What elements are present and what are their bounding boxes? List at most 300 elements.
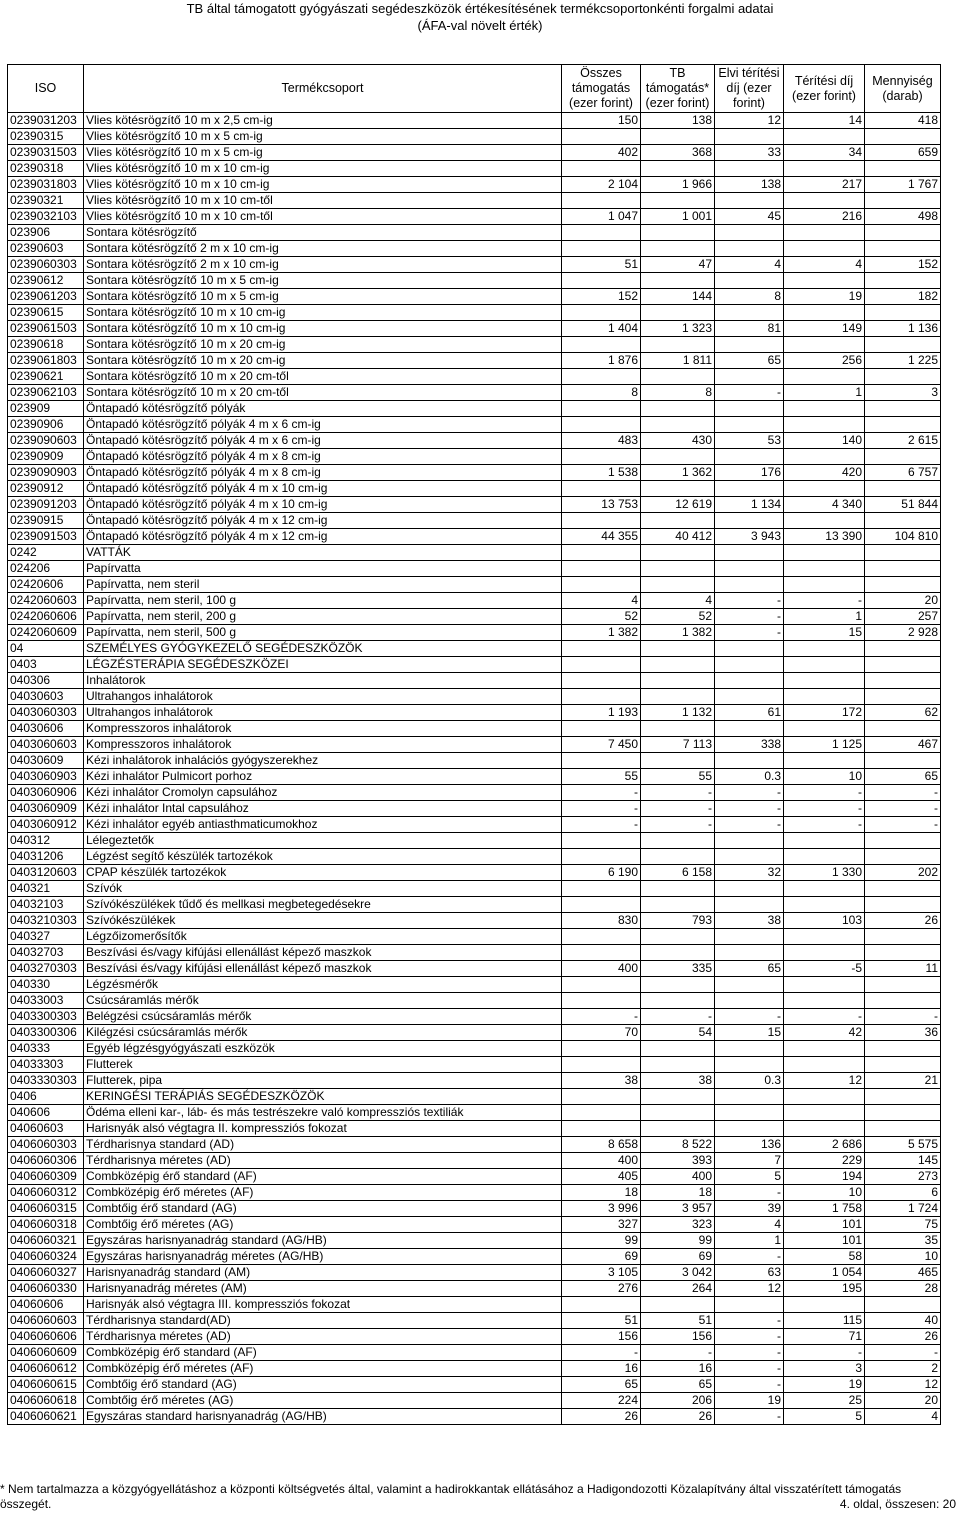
total-support-cell: 1 193 xyxy=(562,705,641,721)
fee-cell xyxy=(784,1089,865,1105)
page-number: 4. oldal, összesen: 20 xyxy=(839,1497,956,1511)
table-row xyxy=(8,305,941,321)
table-row xyxy=(8,673,941,689)
fee-cell xyxy=(784,481,865,497)
total-support-cell: 8 xyxy=(562,385,641,401)
total-support-cell: 276 xyxy=(562,1281,641,1297)
product-group-cell: Vlies kötésrögzítő 10 m x 5 cm-ig xyxy=(84,129,562,145)
total-support-cell: 44 355 xyxy=(562,529,641,545)
nominal-fee-cell: 53 xyxy=(715,433,784,449)
total-support-cell xyxy=(562,369,641,385)
tb-support-cell xyxy=(641,561,715,577)
total-support-cell xyxy=(562,193,641,209)
product-group-cell: Combközépig érő standard (AF) xyxy=(84,1169,562,1185)
iso-code-cell: 02390915 xyxy=(8,513,84,529)
iso-code-cell: 0239061203 xyxy=(8,289,84,305)
fee-cell: 19 xyxy=(784,1377,865,1393)
iso-code-cell: 023909 xyxy=(8,401,84,417)
quantity-cell: 1 225 xyxy=(865,353,941,369)
fee-cell xyxy=(784,833,865,849)
nominal-fee-cell: - xyxy=(715,801,784,817)
total-support-cell: 52 xyxy=(562,609,641,625)
total-support-cell xyxy=(562,225,641,241)
product-group-cell: Kézi inhalátor egyéb antiasthmaticumokhoz xyxy=(84,817,562,833)
fee-cell xyxy=(784,721,865,737)
tb-support-cell xyxy=(641,897,715,913)
table-row xyxy=(8,1089,941,1105)
quantity-cell: 659 xyxy=(865,145,941,161)
iso-code-cell: 0403 xyxy=(8,657,84,673)
iso-code-cell: 0403210303 xyxy=(8,913,84,929)
tb-support-cell: 138 xyxy=(641,113,715,129)
nominal-fee-cell xyxy=(715,753,784,769)
iso-code-cell: 0403060903 xyxy=(8,769,84,785)
table-row xyxy=(8,1313,941,1329)
quantity-cell xyxy=(865,337,941,353)
fee-cell xyxy=(784,1297,865,1313)
table-row xyxy=(8,1265,941,1281)
tb-support-cell: 1 001 xyxy=(641,209,715,225)
nominal-fee-cell: 136 xyxy=(715,1137,784,1153)
quantity-cell: 20 xyxy=(865,593,941,609)
fee-cell xyxy=(784,561,865,577)
nominal-fee-cell: - xyxy=(715,1185,784,1201)
iso-code-cell: 0403060303 xyxy=(8,705,84,721)
iso-code-cell: 040321 xyxy=(8,881,84,897)
product-group-cell: Kompresszoros inhalátorok xyxy=(84,737,562,753)
nominal-fee-cell: 39 xyxy=(715,1201,784,1217)
product-group-cell: Vlies kötésrögzítő 10 m x 2,5 cm-ig xyxy=(84,113,562,129)
fee-cell xyxy=(784,977,865,993)
table-row xyxy=(8,337,941,353)
fee-cell: 217 xyxy=(784,177,865,193)
product-group-cell: Sontara kötésrögzítő 10 m x 10 cm-ig xyxy=(84,321,562,337)
iso-code-cell: 040606 xyxy=(8,1105,84,1121)
iso-code-cell: 0406060612 xyxy=(8,1361,84,1377)
iso-code-cell: 02390315 xyxy=(8,129,84,145)
iso-code-cell: 0239031803 xyxy=(8,177,84,193)
table-row xyxy=(8,353,941,369)
iso-code-cell: 040306 xyxy=(8,673,84,689)
product-group-cell: Szívókészülékek xyxy=(84,913,562,929)
nominal-fee-cell xyxy=(715,305,784,321)
iso-code-cell: 0403120603 xyxy=(8,865,84,881)
column-header: Mennyiség (darab) xyxy=(865,65,941,113)
nominal-fee-cell xyxy=(715,449,784,465)
total-support-cell: 483 xyxy=(562,433,641,449)
product-group-cell: Sontara kötésrögzítő 2 m x 10 cm-ig xyxy=(84,241,562,257)
fee-cell: 71 xyxy=(784,1329,865,1345)
nominal-fee-cell: - xyxy=(715,1329,784,1345)
tb-support-cell xyxy=(641,513,715,529)
iso-code-cell: 0406060603 xyxy=(8,1313,84,1329)
quantity-cell: 26 xyxy=(865,1329,941,1345)
iso-code-cell: 0242060603 xyxy=(8,593,84,609)
product-group-cell: Légzést segítő készülék tartozékok xyxy=(84,849,562,865)
tb-support-cell: 65 xyxy=(641,1377,715,1393)
total-support-cell xyxy=(562,977,641,993)
fee-cell xyxy=(784,129,865,145)
fee-cell: 19 xyxy=(784,289,865,305)
column-header: Elvi térítési díj (ezer forint) xyxy=(715,65,784,113)
nominal-fee-cell: 32 xyxy=(715,865,784,881)
total-support-cell: 69 xyxy=(562,1249,641,1265)
product-group-cell: Kézi inhalátorok inhalációs gyógyszerekhez xyxy=(84,753,562,769)
tb-support-cell xyxy=(641,225,715,241)
iso-code-cell: 0239091203 xyxy=(8,497,84,513)
product-group-cell: Sontara kötésrögzítő 2 m x 10 cm-ig xyxy=(84,257,562,273)
nominal-fee-cell: 38 xyxy=(715,913,784,929)
tb-support-cell xyxy=(641,833,715,849)
total-support-cell: 1 404 xyxy=(562,321,641,337)
product-group-cell: Öntapadó kötésrögzítő pólyák 4 m x 10 cm-ig xyxy=(84,497,562,513)
iso-code-cell: 0239062103 xyxy=(8,385,84,401)
quantity-cell: - xyxy=(865,801,941,817)
nominal-fee-cell: 15 xyxy=(715,1025,784,1041)
table-row xyxy=(8,817,941,833)
product-group-cell: Belégzési csúcsáramlás mérők xyxy=(84,1009,562,1025)
table-row xyxy=(8,241,941,257)
quantity-cell xyxy=(865,945,941,961)
nominal-fee-cell xyxy=(715,225,784,241)
total-support-cell: 3 105 xyxy=(562,1265,641,1281)
table-row xyxy=(8,1393,941,1409)
iso-code-cell: 040330 xyxy=(8,977,84,993)
tb-support-cell xyxy=(641,401,715,417)
table-row xyxy=(8,289,941,305)
table-row xyxy=(8,721,941,737)
iso-code-cell: 02390615 xyxy=(8,305,84,321)
total-support-cell xyxy=(562,689,641,705)
table-row xyxy=(8,1361,941,1377)
iso-code-cell: 0403330303 xyxy=(8,1073,84,1089)
tb-support-cell xyxy=(641,1105,715,1121)
nominal-fee-cell xyxy=(715,833,784,849)
quantity-cell xyxy=(865,241,941,257)
tb-support-cell: 323 xyxy=(641,1217,715,1233)
product-group-cell: Vlies kötésrögzítő 10 m x 10 cm-ig xyxy=(84,177,562,193)
quantity-cell: 6 xyxy=(865,1185,941,1201)
iso-code-cell: 0242060609 xyxy=(8,625,84,641)
nominal-fee-cell: - xyxy=(715,1377,784,1393)
product-group-cell: CPAP készülék tartozékok xyxy=(84,865,562,881)
nominal-fee-cell xyxy=(715,161,784,177)
total-support-cell: 38 xyxy=(562,1073,641,1089)
table-row xyxy=(8,881,941,897)
fee-cell: 149 xyxy=(784,321,865,337)
quantity-cell xyxy=(865,561,941,577)
nominal-fee-cell: 45 xyxy=(715,209,784,225)
total-support-cell: 16 xyxy=(562,1361,641,1377)
iso-code-cell: 0242060606 xyxy=(8,609,84,625)
product-group-cell: Öntapadó kötésrögzítő pólyák 4 m x 10 cm-ig xyxy=(84,481,562,497)
tb-support-cell xyxy=(641,641,715,657)
total-support-cell: 1 382 xyxy=(562,625,641,641)
quantity-cell: 5 575 xyxy=(865,1137,941,1153)
nominal-fee-cell: 3 943 xyxy=(715,529,784,545)
tb-support-cell: 12 619 xyxy=(641,497,715,513)
quantity-cell xyxy=(865,545,941,561)
table-row xyxy=(8,417,941,433)
nominal-fee-cell xyxy=(715,657,784,673)
total-support-cell xyxy=(562,641,641,657)
table-row xyxy=(8,1281,941,1297)
total-support-cell: 18 xyxy=(562,1185,641,1201)
table-row xyxy=(8,465,941,481)
product-group-cell: Öntapadó kötésrögzítő pólyák 4 m x 6 cm-ig xyxy=(84,433,562,449)
total-support-cell xyxy=(562,753,641,769)
product-group-cell: Sontara kötésrögzítő 10 m x 20 cm-ig xyxy=(84,353,562,369)
quantity-cell xyxy=(865,977,941,993)
total-support-cell xyxy=(562,1105,641,1121)
nominal-fee-cell xyxy=(715,1041,784,1057)
iso-code-cell: 0239060303 xyxy=(8,257,84,273)
nominal-fee-cell xyxy=(715,241,784,257)
nominal-fee-cell xyxy=(715,513,784,529)
table-row xyxy=(8,1041,941,1057)
table-row xyxy=(8,273,941,289)
fee-cell: 58 xyxy=(784,1249,865,1265)
nominal-fee-cell: 1 134 xyxy=(715,497,784,513)
tb-support-cell: 26 xyxy=(641,1409,715,1425)
nominal-fee-cell xyxy=(715,897,784,913)
fee-cell: 115 xyxy=(784,1313,865,1329)
table-row xyxy=(8,785,941,801)
iso-code-cell: 040312 xyxy=(8,833,84,849)
fee-cell: 14 xyxy=(784,113,865,129)
fee-cell xyxy=(784,369,865,385)
tb-support-cell: 793 xyxy=(641,913,715,929)
table-header-row xyxy=(8,65,941,113)
nominal-fee-cell xyxy=(715,945,784,961)
iso-code-cell: 040333 xyxy=(8,1041,84,1057)
total-support-cell: 3 996 xyxy=(562,1201,641,1217)
total-support-cell xyxy=(562,417,641,433)
nominal-fee-cell: 4 xyxy=(715,257,784,273)
fee-cell: - xyxy=(784,801,865,817)
table-row xyxy=(8,609,941,625)
iso-code-cell: 02390318 xyxy=(8,161,84,177)
nominal-fee-cell: - xyxy=(715,593,784,609)
iso-code-cell: 0403270303 xyxy=(8,961,84,977)
product-group-cell: VATTÁK xyxy=(84,545,562,561)
quantity-cell: 257 xyxy=(865,609,941,625)
nominal-fee-cell: - xyxy=(715,1313,784,1329)
product-group-cell: Ultrahangos inhalátorok xyxy=(84,689,562,705)
table-row xyxy=(8,1009,941,1025)
product-group-cell: Öntapadó kötésrögzítő pólyák 4 m x 8 cm-ig xyxy=(84,465,562,481)
total-support-cell xyxy=(562,849,641,865)
table-row xyxy=(8,593,941,609)
fee-cell: 229 xyxy=(784,1153,865,1169)
product-group-cell: Papírvatta, nem steril, 200 g xyxy=(84,609,562,625)
product-group-cell: Kézi inhalátor Cromolyn capsulához xyxy=(84,785,562,801)
tb-support-cell: 7 113 xyxy=(641,737,715,753)
nominal-fee-cell xyxy=(715,337,784,353)
total-support-cell: 4 xyxy=(562,593,641,609)
quantity-cell: 12 xyxy=(865,1377,941,1393)
fee-cell xyxy=(784,1121,865,1137)
table-row xyxy=(8,657,941,673)
total-support-cell xyxy=(562,561,641,577)
product-group-cell: Egyszáras harisnyanadrág standard (AG/HB) xyxy=(84,1233,562,1249)
tb-support-cell: 55 xyxy=(641,769,715,785)
iso-code-cell: 04030603 xyxy=(8,689,84,705)
table-row xyxy=(8,689,941,705)
table-row xyxy=(8,193,941,209)
iso-code-cell: 04030609 xyxy=(8,753,84,769)
table-row xyxy=(8,1185,941,1201)
fee-cell: 101 xyxy=(784,1233,865,1249)
tb-support-cell: 1 966 xyxy=(641,177,715,193)
fee-cell: 256 xyxy=(784,353,865,369)
tb-support-cell: 156 xyxy=(641,1329,715,1345)
iso-code-cell: 04033003 xyxy=(8,993,84,1009)
total-support-cell xyxy=(562,513,641,529)
fee-cell xyxy=(784,417,865,433)
product-group-cell: Kézi inhalátor Pulmicort porhoz xyxy=(84,769,562,785)
total-support-cell: 8 658 xyxy=(562,1137,641,1153)
fee-cell: 4 xyxy=(784,257,865,273)
nominal-fee-cell: - xyxy=(715,1249,784,1265)
tb-support-cell xyxy=(641,161,715,177)
fee-cell: 3 xyxy=(784,1361,865,1377)
fee-cell xyxy=(784,641,865,657)
tb-support-cell xyxy=(641,753,715,769)
fee-cell xyxy=(784,753,865,769)
nominal-fee-cell xyxy=(715,881,784,897)
total-support-cell xyxy=(562,833,641,849)
iso-code-cell: 0406060615 xyxy=(8,1377,84,1393)
column-header: Termékcsoport xyxy=(84,65,562,113)
product-group-cell: Szívókészülékek tűdő és mellkasi megbetegedésekre xyxy=(84,897,562,913)
table-row xyxy=(8,561,941,577)
iso-code-cell: 0239031503 xyxy=(8,145,84,161)
tb-support-cell xyxy=(641,657,715,673)
table-row xyxy=(8,161,941,177)
total-support-cell: 2 104 xyxy=(562,177,641,193)
table-row xyxy=(8,481,941,497)
nominal-fee-cell: - xyxy=(715,1361,784,1377)
total-support-cell: 327 xyxy=(562,1217,641,1233)
fee-cell: 25 xyxy=(784,1393,865,1409)
product-group-cell: Papírvatta, nem steril, 500 g xyxy=(84,625,562,641)
tb-support-cell xyxy=(641,545,715,561)
iso-code-cell: 0239090603 xyxy=(8,433,84,449)
tb-support-cell: 264 xyxy=(641,1281,715,1297)
product-group-cell: Ultrahangos inhalátorok xyxy=(84,705,562,721)
table-row xyxy=(8,177,941,193)
quantity-cell: 152 xyxy=(865,257,941,273)
table-row xyxy=(8,1153,941,1169)
quantity-cell: 273 xyxy=(865,1169,941,1185)
fee-cell xyxy=(784,225,865,241)
total-support-cell: 150 xyxy=(562,113,641,129)
nominal-fee-cell: 176 xyxy=(715,465,784,481)
nominal-fee-cell xyxy=(715,561,784,577)
column-header: TB támogatás* (ezer forint) xyxy=(641,65,715,113)
product-group-cell: Sontara kötésrögzítő 10 m x 10 cm-ig xyxy=(84,305,562,321)
nominal-fee-cell: 63 xyxy=(715,1265,784,1281)
tb-support-cell: 335 xyxy=(641,961,715,977)
quantity-cell xyxy=(865,225,941,241)
product-group-cell: Öntapadó kötésrögzítő pólyák xyxy=(84,401,562,417)
total-support-cell: 99 xyxy=(562,1233,641,1249)
quantity-cell xyxy=(865,641,941,657)
total-support-cell xyxy=(562,129,641,145)
nominal-fee-cell: 81 xyxy=(715,321,784,337)
total-support-cell xyxy=(562,545,641,561)
column-header: Térítési díj (ezer forint) xyxy=(784,65,865,113)
table-row xyxy=(8,401,941,417)
quantity-cell: 4 xyxy=(865,1409,941,1425)
product-group-cell: Vlies kötésrögzítő 10 m x 10 cm-ig xyxy=(84,161,562,177)
quantity-cell xyxy=(865,401,941,417)
tb-support-cell: 400 xyxy=(641,1169,715,1185)
total-support-cell: 51 xyxy=(562,257,641,273)
fee-cell: 2 686 xyxy=(784,1137,865,1153)
total-support-cell xyxy=(562,657,641,673)
product-group-cell: Papírvatta, nem steril, 100 g xyxy=(84,593,562,609)
fee-cell xyxy=(784,993,865,1009)
fee-cell: 10 xyxy=(784,769,865,785)
tb-support-cell xyxy=(641,1041,715,1057)
product-group-cell: Vlies kötésrögzítő 10 m x 5 cm-ig xyxy=(84,145,562,161)
fee-cell: 4 340 xyxy=(784,497,865,513)
fee-cell xyxy=(784,513,865,529)
product-group-cell: Szívók xyxy=(84,881,562,897)
tb-support-cell: 430 xyxy=(641,433,715,449)
iso-code-cell: 0403300303 xyxy=(8,1009,84,1025)
tb-support-cell: 8 522 xyxy=(641,1137,715,1153)
fee-cell xyxy=(784,689,865,705)
table-row xyxy=(8,145,941,161)
fee-cell xyxy=(784,1041,865,1057)
tb-support-cell xyxy=(641,241,715,257)
column-header: Összes támogatás (ezer forint) xyxy=(562,65,641,113)
tb-support-cell: 393 xyxy=(641,1153,715,1169)
iso-code-cell: 0239032103 xyxy=(8,209,84,225)
tb-support-cell xyxy=(641,689,715,705)
total-support-cell: 51 xyxy=(562,1313,641,1329)
quantity-cell: 498 xyxy=(865,209,941,225)
nominal-fee-cell: 0.3 xyxy=(715,1073,784,1089)
quantity-cell xyxy=(865,481,941,497)
fee-cell: 172 xyxy=(784,705,865,721)
product-group-cell: Sontara kötésrögzítő 10 m x 5 cm-ig xyxy=(84,289,562,305)
iso-code-cell: 02420606 xyxy=(8,577,84,593)
nominal-fee-cell xyxy=(715,849,784,865)
iso-code-cell: 0406060303 xyxy=(8,1137,84,1153)
fee-cell xyxy=(784,657,865,673)
nominal-fee-cell xyxy=(715,1121,784,1137)
product-group-cell: Térdharisnya méretes (AD) xyxy=(84,1329,562,1345)
tb-support-cell: 99 xyxy=(641,1233,715,1249)
table-row xyxy=(8,1377,941,1393)
iso-code-cell: 0406060318 xyxy=(8,1217,84,1233)
table-row xyxy=(8,833,941,849)
nominal-fee-cell: 7 xyxy=(715,1153,784,1169)
product-group-cell: Sontara kötésrögzítő 10 m x 20 cm-től xyxy=(84,369,562,385)
nominal-fee-cell xyxy=(715,1057,784,1073)
iso-code-cell: 0239061503 xyxy=(8,321,84,337)
quantity-cell: 36 xyxy=(865,1025,941,1041)
product-group-cell: Térdharisnya méretes (AD) xyxy=(84,1153,562,1169)
tb-support-cell: - xyxy=(641,785,715,801)
tb-support-cell xyxy=(641,1121,715,1137)
total-support-cell xyxy=(562,1041,641,1057)
product-group-cell: Papírvatta, nem steril xyxy=(84,577,562,593)
